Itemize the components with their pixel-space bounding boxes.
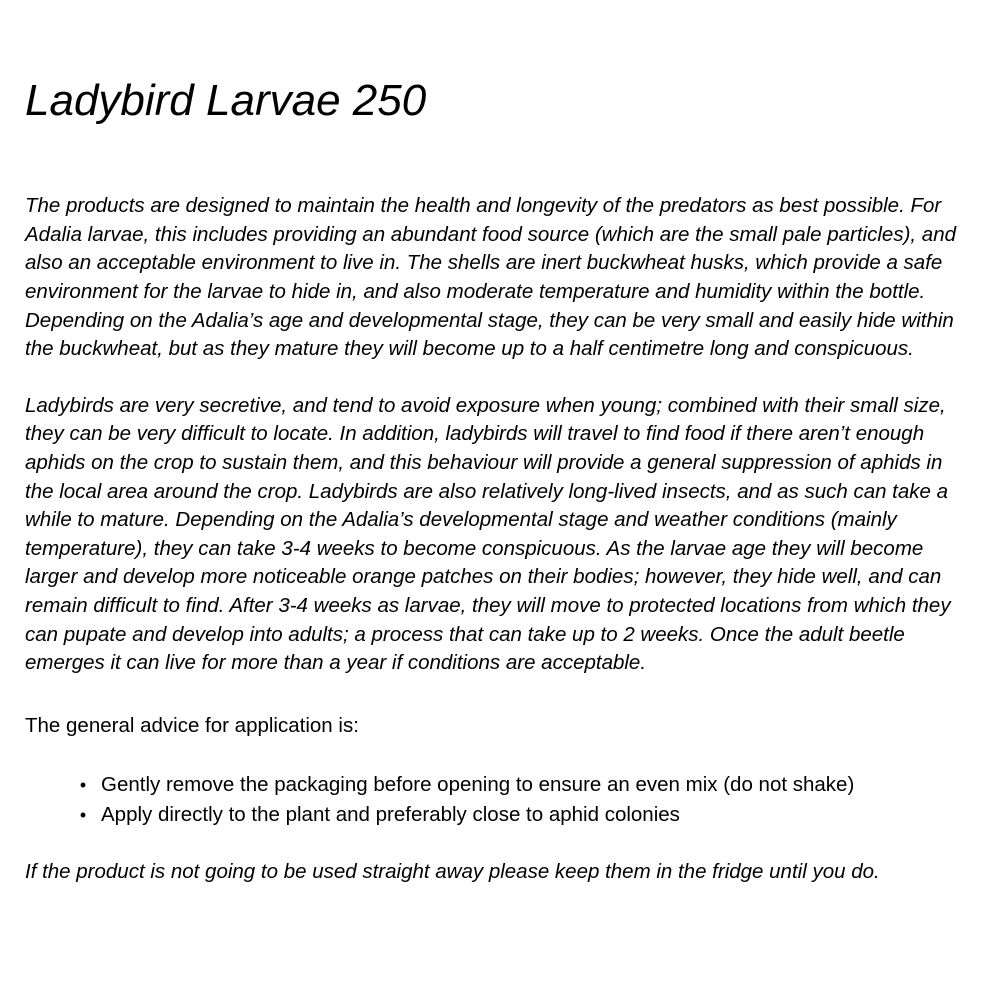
bullet-icon: • <box>79 775 87 796</box>
storage-note: If the product is not going to be used straight away please keep them in the fridge until you do. <box>25 860 880 884</box>
behaviour-paragraph: Ladybirds are very secretive, and tend to avoid exposure when young; combined with their small size, they can be very difficult to locate. In addition, ladybirds will travel to find food if there aren’t enough aphids on the crop to sustain them, and this behaviour will provide a general suppression of aphids in the local area around the crop. Ladybirds are also relatively long-lived insects, and as such can take a while to mature. Depending on the Adalia’s developmental stage and weather conditions (mainly temperature), they can take 3-4 weeks to become conspicuous. As the larvae age they will become larger and develop more noticeable orange patches on their bodies; however, they hide well, and can remain difficult to find. After 3-4 weeks as larvae, they will move to protected locations from which they can pupate and develop into adults; a process that can take up to 2 weeks. Once the adult beetle emerges it can live for more than a year if conditions are acceptable. <box>25 393 951 675</box>
advice-bullet-list <box>25 770 972 830</box>
page-title: Ladybird Larvae 250 <box>25 76 427 125</box>
bullet-item <box>25 800 972 830</box>
advice-heading: The general advice for application is: <box>25 713 359 737</box>
bullet-text: Gently remove the packaging before opening to ensure an even mix (do not shake) <box>101 773 855 797</box>
bullet-text: Apply directly to the plant and preferably close to aphid colonies <box>101 803 680 827</box>
bullet-icon: • <box>79 805 87 826</box>
bullet-item <box>25 770 972 800</box>
intro-paragraph: The products are designed to maintain the health and longevity of the predators as best possible. For Adalia larvae, this includes providing an abundant food source (which are the small pale particles), and also an acceptable environment to live in. The shells are inert buckwheat husks, which provide a safe environment for the larvae to hide in, and also moderate temperature and humidity within the bottle. Depending on the Adalia’s age and developmental stage, they can be very small and easily hide within the buckwheat, but as they mature they will become up to a half centimetre long and conspicuous. <box>25 194 957 361</box>
